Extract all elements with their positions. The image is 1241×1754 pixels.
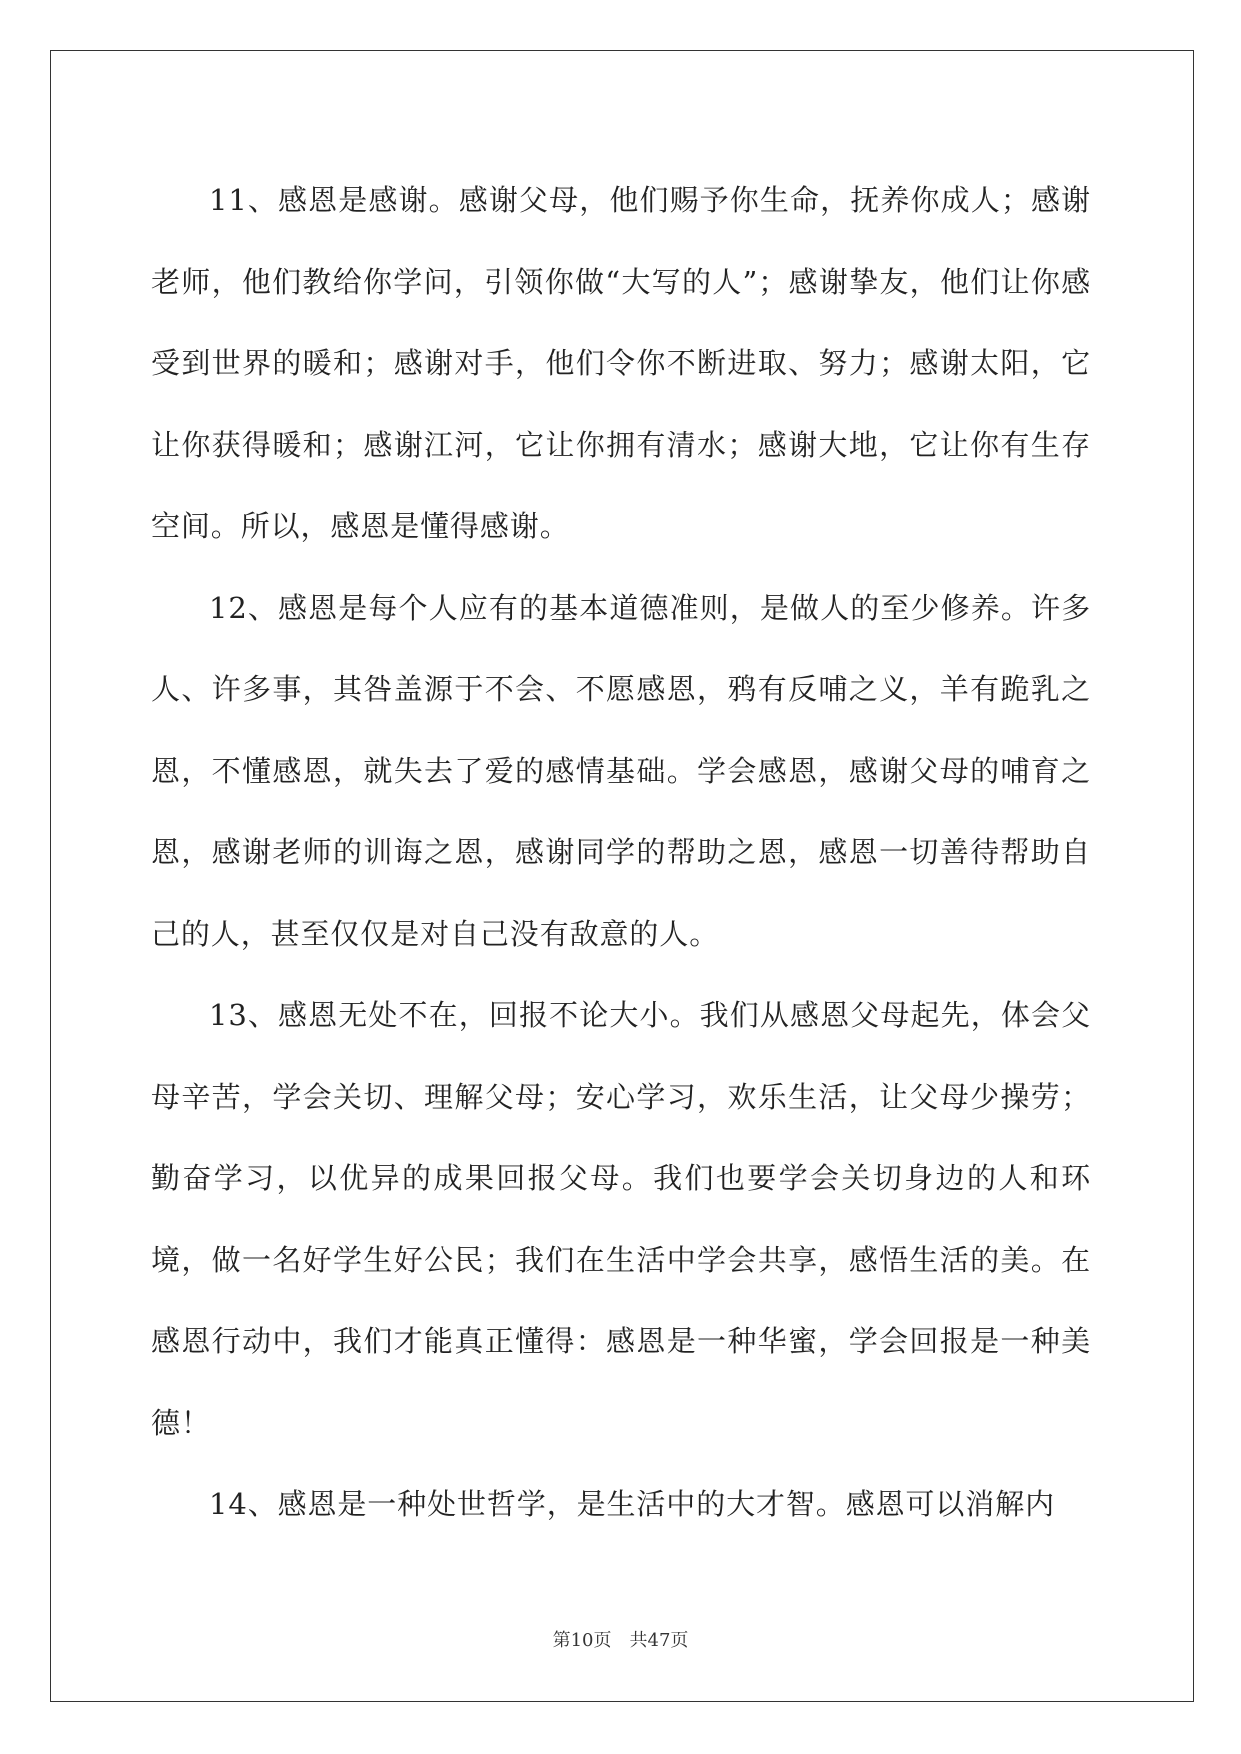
page-number-footer: 第10页 共47页 xyxy=(552,1630,689,1651)
paragraph-13: 13、感恩无处不在，回报不论大小。我们从感恩父母起先，体会父母辛苦，学会关切、理解父母；安心学习，欢乐生活，让父母少操劳；勤奋学习，以优异的成果回报父母。我们也要学会关切身边的人和环境，做一名好学生好公民；我们在生活中学会共享，感悟生活的美。在感恩行动中，我们才能真正懂得：感恩是一种华蜜，学会回报是一种美德！ xyxy=(151,998,1091,1440)
paragraph-11: 11、感恩是感谢。感谢父母，他们赐予你生命，抚养你成人；感谢老师，他们教给你学问，引领你做“大写的人”；感谢挚友，他们让你感受到世界的暖和；感谢对手，他们令你不断进取、努力；感谢太阳，它让你获得暖和；感谢江河，它让你拥有清水；感谢大地，它让你有生存空间。所以，感恩是懂得感谢。 xyxy=(151,183,1091,543)
document-body xyxy=(151,160,1091,1546)
paragraph-14: 14、感恩是一种处世哲学，是生活中的大才智。感恩可以消解内 xyxy=(209,1487,1056,1521)
paragraph-12: 12、感恩是每个人应有的基本道德准则，是做人的至少修养。许多人、许多事，其咎盖源于不会、不愿感恩，鸦有反哺之义，羊有跪乳之恩，不懂感恩，就失去了爱的感情基础。学会感恩，感谢父母的哺育之恩，感谢老师的训诲之恩，感谢同学的帮助之恩，感恩一切善待帮助自己的人，甚至仅仅是对自己没有敌意的人。 xyxy=(151,590,1091,951)
